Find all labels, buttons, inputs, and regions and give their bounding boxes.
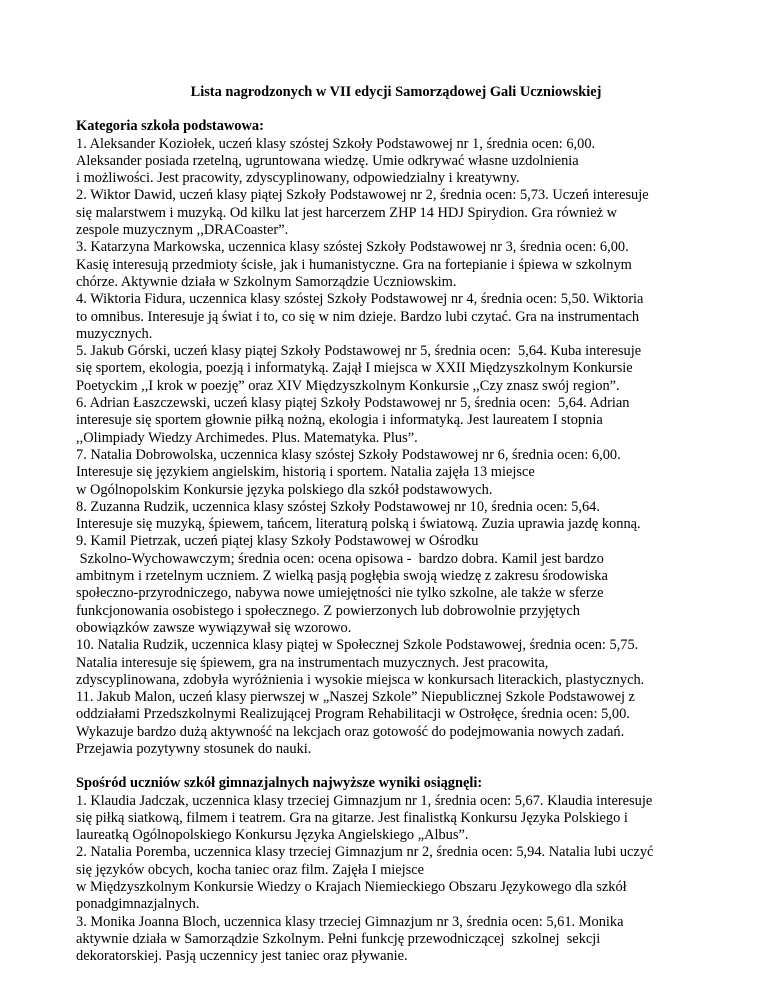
text-line: obowiązków zawsze wywiązywał się wzorowo. (76, 619, 352, 636)
text-line: interesuje się sportem głownie piłką nożną, ekologia i informatyką. Jest laureatem I stopnia (76, 412, 603, 429)
text-line: aktywnie działa w Samorządzie Szkolnym. Pełni funkcję przewodniczącej szkolnej sekcji (76, 930, 601, 947)
section-primary-school (76, 118, 716, 758)
text-line: w Ogólnopolskim Konkursie języka polskiego dla szkół podstawowych. (76, 481, 493, 498)
text-line: laureatką Ogólnopolskiego Konkursu Języka Angielskiego „Albus”. (76, 827, 469, 844)
text-line: się języków obcych, kocha taniec oraz film. Zajęła I miejsce (76, 861, 425, 878)
text-line: zdyscyplinowana, zdobyła wyróżnienia i wysokie miejsca w konkursach literackich, plastycznych. (76, 671, 645, 688)
text-line: 9. Kamil Pietrzak, uczeń piątej klasy Szkoły Podstawowej w Ośrodku (76, 533, 479, 550)
text-line: 3. Monika Joanna Bloch, uczennica klasy trzeciej Gimnazjum nr 3, średnia ocen: 5,61. Monika (76, 913, 624, 930)
text-line: 1. Aleksander Koziołek, uczeń klasy szóstej Szkoły Podstawowej nr 1, średnia ocen: 6,00. (76, 135, 596, 152)
text-line: chórze. Aktywnie działa w Szkolnym Samorządzie Uczniowskim. (76, 273, 457, 290)
text-line: się malarstwem i muzyką. Od kilku lat jest harcerzem ZHP 14 HDJ Spirydion. Gra również w (76, 204, 617, 221)
section-gymnasium (76, 775, 716, 965)
text-line: zespole muzycznym ,,DRACoaster”. (76, 222, 289, 239)
text-line: muzycznych. (76, 325, 153, 342)
text-line: społeczno-przyrodniczego, nabywa nowe umiejętności nie tylko szkolne, ale także w sferze (76, 585, 604, 602)
text-line: dekoratorskiej. Pasją uczennicy jest taniec oraz pływanie. (76, 948, 408, 965)
text-line: 2. Natalia Poremba, uczennica klasy trzeciej Gimnazjum nr 2, średnia ocen: 5,94. Natalia lubi uczyć (76, 844, 654, 861)
text-line: 10. Natalia Rudzik, uczennica klasy piątej w Społecznej Szkole Podstawowej, średnia ocen: 5,75. (76, 637, 639, 654)
text-line: Interesuje się muzyką, śpiewem, tańcem, literaturą polską i światową. Zuzia uprawia jazdę konną. (76, 516, 641, 533)
text-line: 7. Natalia Dobrowolska, uczennica klasy szóstej Szkoły Podstawowej nr 6, średnia ocen: 6,00. (76, 446, 621, 463)
text-line: oddziałami Przedszkolnymi Realizującej Program Rehabilitacji w Ostrołęce, średnia ocen: 5,00. (76, 706, 630, 723)
text-line: 1. Klaudia Jadczak, uczennica klasy trzeciej Gimnazjum nr 1, średnia ocen: 5,67. Klaudia interesuje (76, 792, 653, 809)
text-line: to omnibus. Interesuje ją świat i to, co się w nim dzieje. Bardzo lubi czytać. Gra na instrumentach (76, 308, 640, 325)
section-body (76, 136, 716, 759)
text-line: Kasię interesują przedmioty ścisłe, jak i humanistyczne. Gra na fortepianie i śpiewa w szkolnym (76, 256, 632, 273)
text-line: Interesuje się językiem angielskim, historią i sportem. Natalia zajęła 13 miejsce (76, 464, 535, 481)
text-line: 4. Wiktoria Fidura, uczennica klasy szóstej Szkoły Podstawowej nr 4, średnia ocen: 5,50. Wiktoria (76, 291, 644, 308)
section-heading: Kategoria szkoła podstawowa: (76, 118, 264, 135)
text-line: 5. Jakub Górski, uczeń klasy piątej Szkoły Podstawowej nr 5, średnia ocen: 5,64. Kuba interesuje (76, 343, 642, 360)
text-line: ponadgimnazjalnych. (76, 896, 200, 913)
section-heading: Spośród uczniów szkół gimnazjalnych najwyższe wyniki osiągnęli: (76, 775, 483, 792)
text-line: się sportem, ekologia, poezją i informatyką. Zajął I miejsca w XXII Międzyszkolnym Konkursie (76, 360, 633, 377)
text-line: ambitnym i rzetelnym uczniem. Z wielką pasją pogłębia swoją wiedzę z zakresu środowiska (76, 568, 608, 585)
document-page (76, 84, 716, 983)
text-line: 11. Jakub Malon, uczeń klasy pierwszej w „Naszej Szkole” Niepublicznej Szkole Podstawowej z (76, 689, 635, 706)
text-line: Wykazuje bardzo dużą aktywność na lekcjach oraz gotowość do podejmowania nowych zadań. (76, 723, 625, 740)
text-line: i możliwości. Jest pracowity, zdyscyplinowany, odpowiedzialny i kreatywny. (76, 170, 520, 187)
text-line: ,,Olimpiady Wiedzy Archimedes. Plus. Matematyka. Plus”. (76, 429, 418, 446)
text-line: 6. Adrian Łaszczewski, uczeń klasy piątej Szkoły Podstawowej nr 5, średnia ocen: 5,64. Adrian (76, 395, 630, 412)
text-line: funkcjonowania osobistego i społecznego. Z powierzonych lub dobrowolnie przyjętych (76, 602, 580, 619)
text-line: w Międzyszkolnym Konkursie Wiedzy o Krajach Niemieckiego Obszaru Językowego dla szkół (76, 879, 627, 896)
text-line: 3. Katarzyna Markowska, uczennica klasy szóstej Szkoły Podstawowej nr 3, średnia ocen: 6,00. (76, 239, 629, 256)
text-line: Przejawia pozytywny stosunek do nauki. (76, 740, 312, 757)
text-line: Natalia interesuje się śpiewem, gra na instrumentach muzycznych. Jest pracowita, (76, 654, 549, 671)
text-line: Poetyckim ,,I krok w poezję” oraz XIV Międzyszkolnym Konkursie ,,Czy znasz swój region”. (76, 377, 620, 394)
text-line: 8. Zuzanna Rudzik, uczennica klasy szóstej Szkoły Podstawowej nr 10, średnia ocen: 5,64. (76, 498, 600, 515)
text-line: Aleksander posiada rzetelną, ugruntowana wiedzę. Umie odkrywać własne uzdolnienia (76, 152, 579, 169)
document-title: Lista nagrodzonych w VII edycji Samorządowej Gali Uczniowskiej (190, 84, 602, 100)
text-line: się piłką siatkową, filmem i teatrem. Gra na gitarze. Jest finalistką Konkursu Języka Polskiego i (76, 809, 628, 826)
section-body (76, 793, 716, 966)
text-line: Szkolno-Wychowawczym; średnia ocen: ocena opisowa - bardzo dobra. Kamil jest bardzo (76, 550, 604, 567)
text-line: 2. Wiktor Dawid, uczeń klasy piątej Szkoły Podstawowej nr 2, średnia ocen: 5,73. Uczeń interesuje (76, 187, 649, 204)
